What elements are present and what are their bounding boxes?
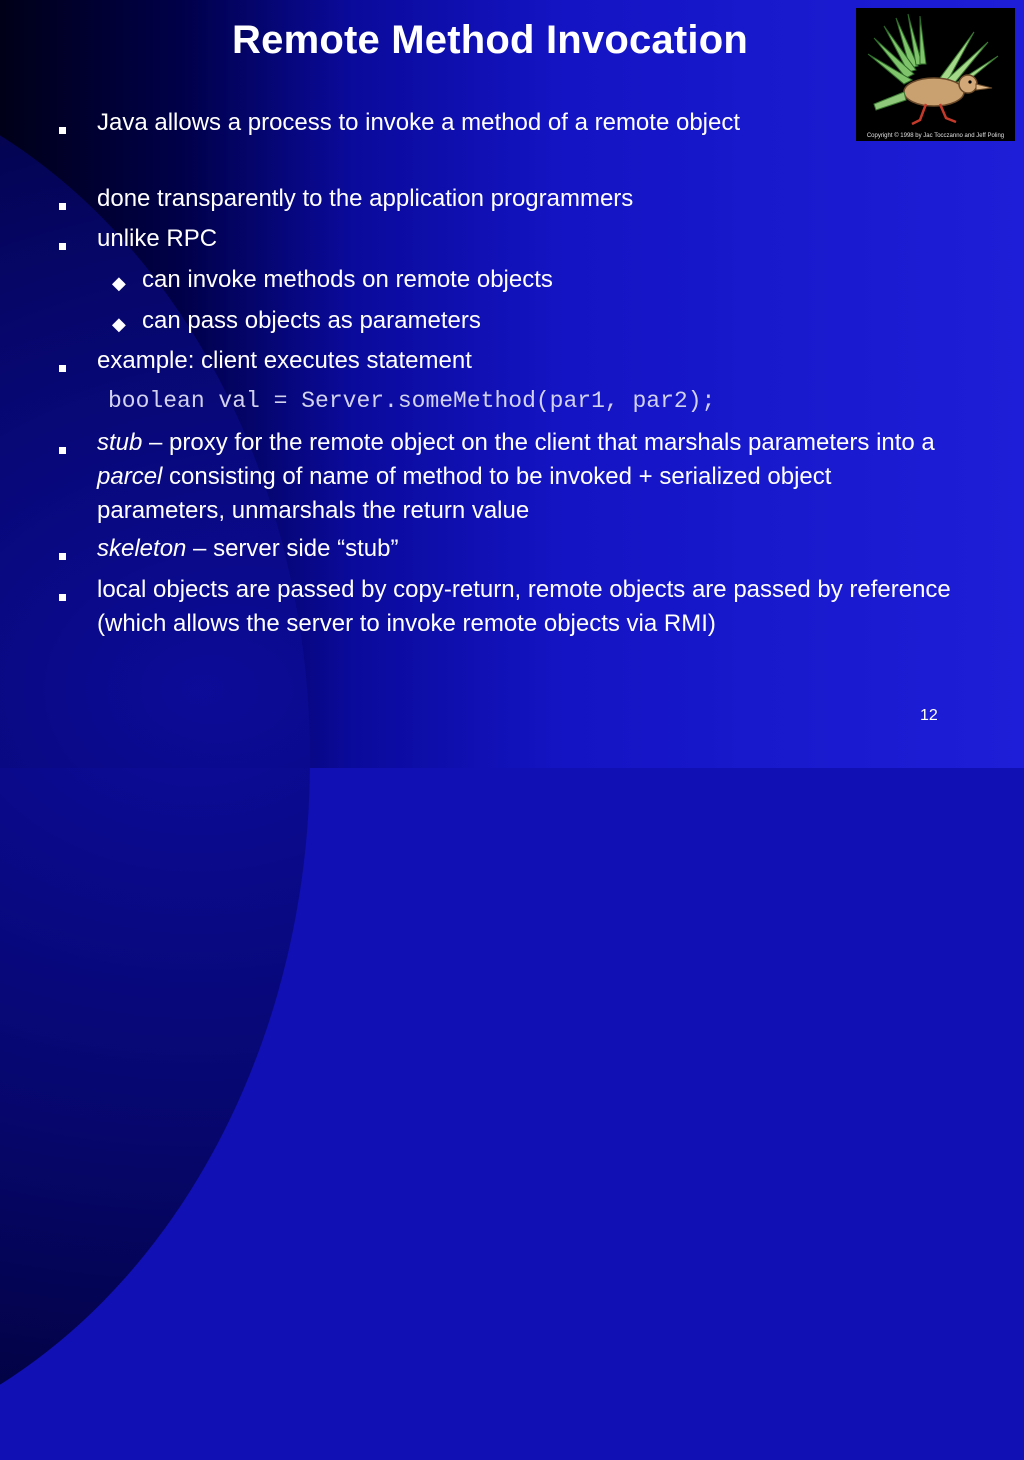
- square-bullet-icon: [59, 243, 66, 250]
- square-bullet-icon: [59, 365, 66, 372]
- code-statement: boolean val = Server.someMethod(par1, par2);: [108, 388, 716, 414]
- square-bullet-icon: [59, 553, 66, 560]
- bullet-text: [97, 532, 957, 566]
- diamond-bullet-icon: ◆: [112, 314, 126, 334]
- bird-icon: [856, 8, 1015, 141]
- bullet-text: unlike RPC: [97, 225, 218, 252]
- definition-text: – proxy for the remote object on the client that marshals parameters into a: [142, 429, 935, 456]
- diamond-bullet-icon: ◆: [112, 273, 126, 293]
- term-stub: stub: [97, 429, 143, 456]
- square-bullet-icon: [59, 127, 66, 134]
- definition-text: consisting of name of method to be invoked + serialized object parameters, unmarshals the return value: [97, 463, 832, 524]
- square-bullet-icon: [59, 203, 66, 210]
- bullet-text: [97, 426, 962, 528]
- logo-image: [856, 8, 1015, 141]
- bullet-text: local objects are passed by copy-return, remote objects are passed by reference (which allows the server to invoke remote objects via RMI): [97, 576, 951, 637]
- slide-title: Remote Method Invocation: [232, 18, 748, 62]
- sub-bullet-text: can invoke methods on remote objects: [142, 266, 553, 293]
- bullet-text: Java allows a process to invoke a method of a remote object: [97, 109, 741, 136]
- sub-bullet-text: can pass objects as parameters: [142, 307, 481, 334]
- page-number: 12: [920, 707, 938, 724]
- bullet-text: example: client executes statement: [97, 347, 472, 374]
- bullet-text: done transparently to the application programmers: [97, 185, 634, 212]
- term-skeleton: skeleton: [97, 535, 187, 562]
- term-parcel: parcel: [97, 463, 163, 490]
- square-bullet-icon: [59, 594, 66, 601]
- square-bullet-icon: [59, 447, 66, 454]
- definition-text: – server side “stub”: [186, 535, 399, 562]
- logo-caption: Copyright © 1998 by Jac Tocczanno and Jeff Poling: [866, 133, 1005, 139]
